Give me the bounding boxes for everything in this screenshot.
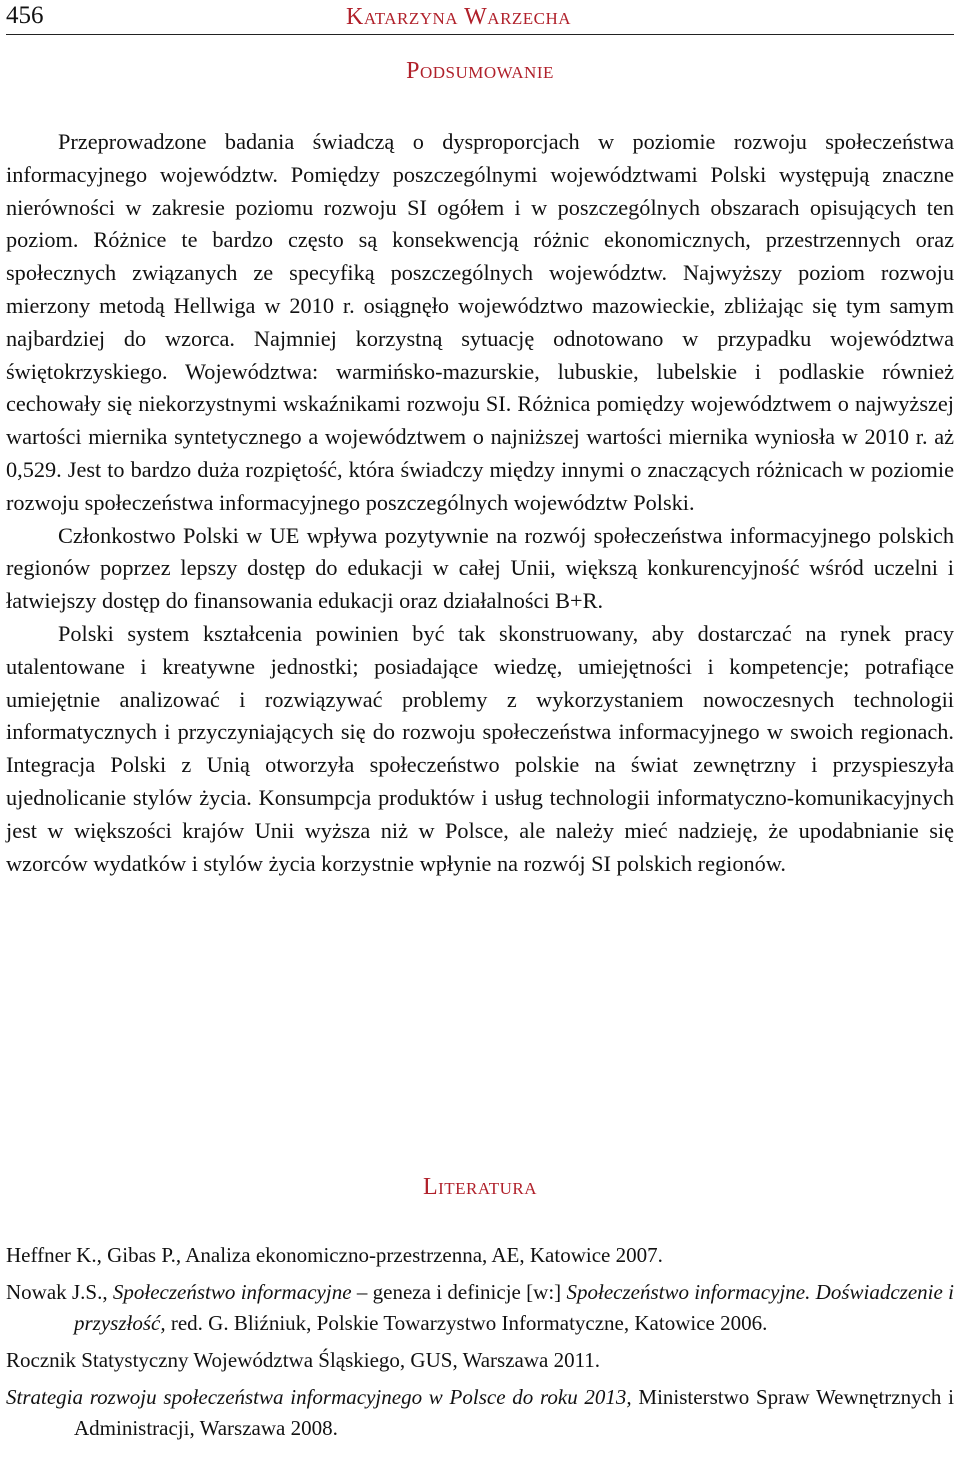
summary-heading: Podsumowanie [406, 58, 554, 84]
ref-title: Społeczeństwo informacyjne [112, 1280, 352, 1304]
page-header [6, 0, 954, 35]
paragraph-1: Przeprowadzone badania świadczą o dysproporcjach w poziomie rozwoju społeczeństwa informacyjnego województw. Pomiędzy poszczególnymi województwami Polski występują znaczne nierówności w zakresie poziomu rozwoju SI ogółem i w poszczególnych obszarach opisujących ten poziom. Różnice te bardzo często są konsekwencją różnic ekonomicznych, przestrzennych oraz społecznych związanych ze specyfiką poszczególnych województw. Najwyższy poziom rozwoju mierzony metodą Hellwiga w 2010 r. osiągnęło województwo mazowieckie, zbliżając się tym samym najbardziej do wzorca. Najmniej korzystną sytuację odnotowano w przypadku województwa świętokrzyskiego. Województwa: warmińsko-mazurskie, lubuskie, lubelskie i podlaskie również cechowały się niekorzystnymi wskaźnikami rozwoju SI. Różnica pomiędzy województwem o najwyższej wartości miernika syntetycznego a województwem o najniższej wartości miernika wyniosła w 2010 r. aż 0,529. Jest to bardzo duża rozpiętość, która świadczy między innymi o znaczących różnicach w poziomie rozwoju społeczeństwa informacyjnego poszczególnych województw Polski. [6, 129, 954, 515]
ref-author: Nowak J.S., [6, 1280, 113, 1304]
ref-title: Analiza ekonomiczno-przestrzenna [185, 1243, 483, 1267]
reference-list [6, 1240, 954, 1450]
page-number: 456 [6, 2, 44, 29]
reference-item [6, 1240, 954, 1271]
running-head: Katarzyna Warzecha [346, 4, 572, 30]
ref-author: Heffner K., Gibas P., [6, 1243, 186, 1267]
ref-title: Strategia rozwoju społeczeństwa informacyjnego w Polsce do roku 2013, [6, 1385, 632, 1409]
paragraph-3: Polski system kształcenia powinien być tak skonstruowany, aby dostarczać na rynek pracy utalentowane i kreatywne jednostki; posiadające wiedzę, umiejętności i kompetencje; potrafiące umiejętnie analizować i rozwiązywać problemy z wykorzystaniem nowoczesnych technologii informatycznych i przyczyniających się do rozwoju społeczeństwa informacyjnego w swoich regionach. Integracja Polski z Unią otworzyła społeczeństwo polskie na świat zewnętrzny i przyspieszyła ujednolicanie stylów życia. Konsumpcja produktów i usług technologii informatyczno-komunikacyjnych jest w większości krajów Unii wyższa niż w Polsce, ale należy mieć nadzieję, że upodabnianie się wzorców wydatków i stylów życia korzystnie wpłynie na rozwój SI polskich regionów. [6, 620, 954, 876]
reference-item [6, 1382, 954, 1444]
ref-details: , AE, Katowice 2007. [482, 1243, 663, 1267]
summary-body [6, 126, 954, 880]
ref-details: Ministerstwo Spraw Wewnętrznych i Administracji, Warszawa 2008. [74, 1385, 954, 1440]
reference-item [6, 1345, 954, 1376]
ref-details: Rocznik Statystyczny Województwa Śląskiego, GUS, Warszawa 2011. [6, 1348, 601, 1372]
literature-heading: Literatura [422, 1174, 538, 1200]
ref-container-title: Społeczeństwo informacyjne. Doświadczenie i przyszłość, [74, 1280, 954, 1335]
reference-item [6, 1277, 954, 1339]
paragraph-2: Członkostwo Polski w UE wpływa pozytywnie na rozwój społeczeństwa informacyjnego polskich regionów poprzez lepszy dostęp do edukacji w całej Unii, większą konkurencyjność wśród uczelni i łatwiejszy dostęp do finansowania edukacji oraz działalności B+R. [6, 522, 954, 614]
ref-connector: – geneza i definicje [w:] [351, 1280, 567, 1304]
ref-details: red. G. Bliźniuk, Polskie Towarzystwo Informatyczne, Katowice 2006. [165, 1311, 768, 1335]
